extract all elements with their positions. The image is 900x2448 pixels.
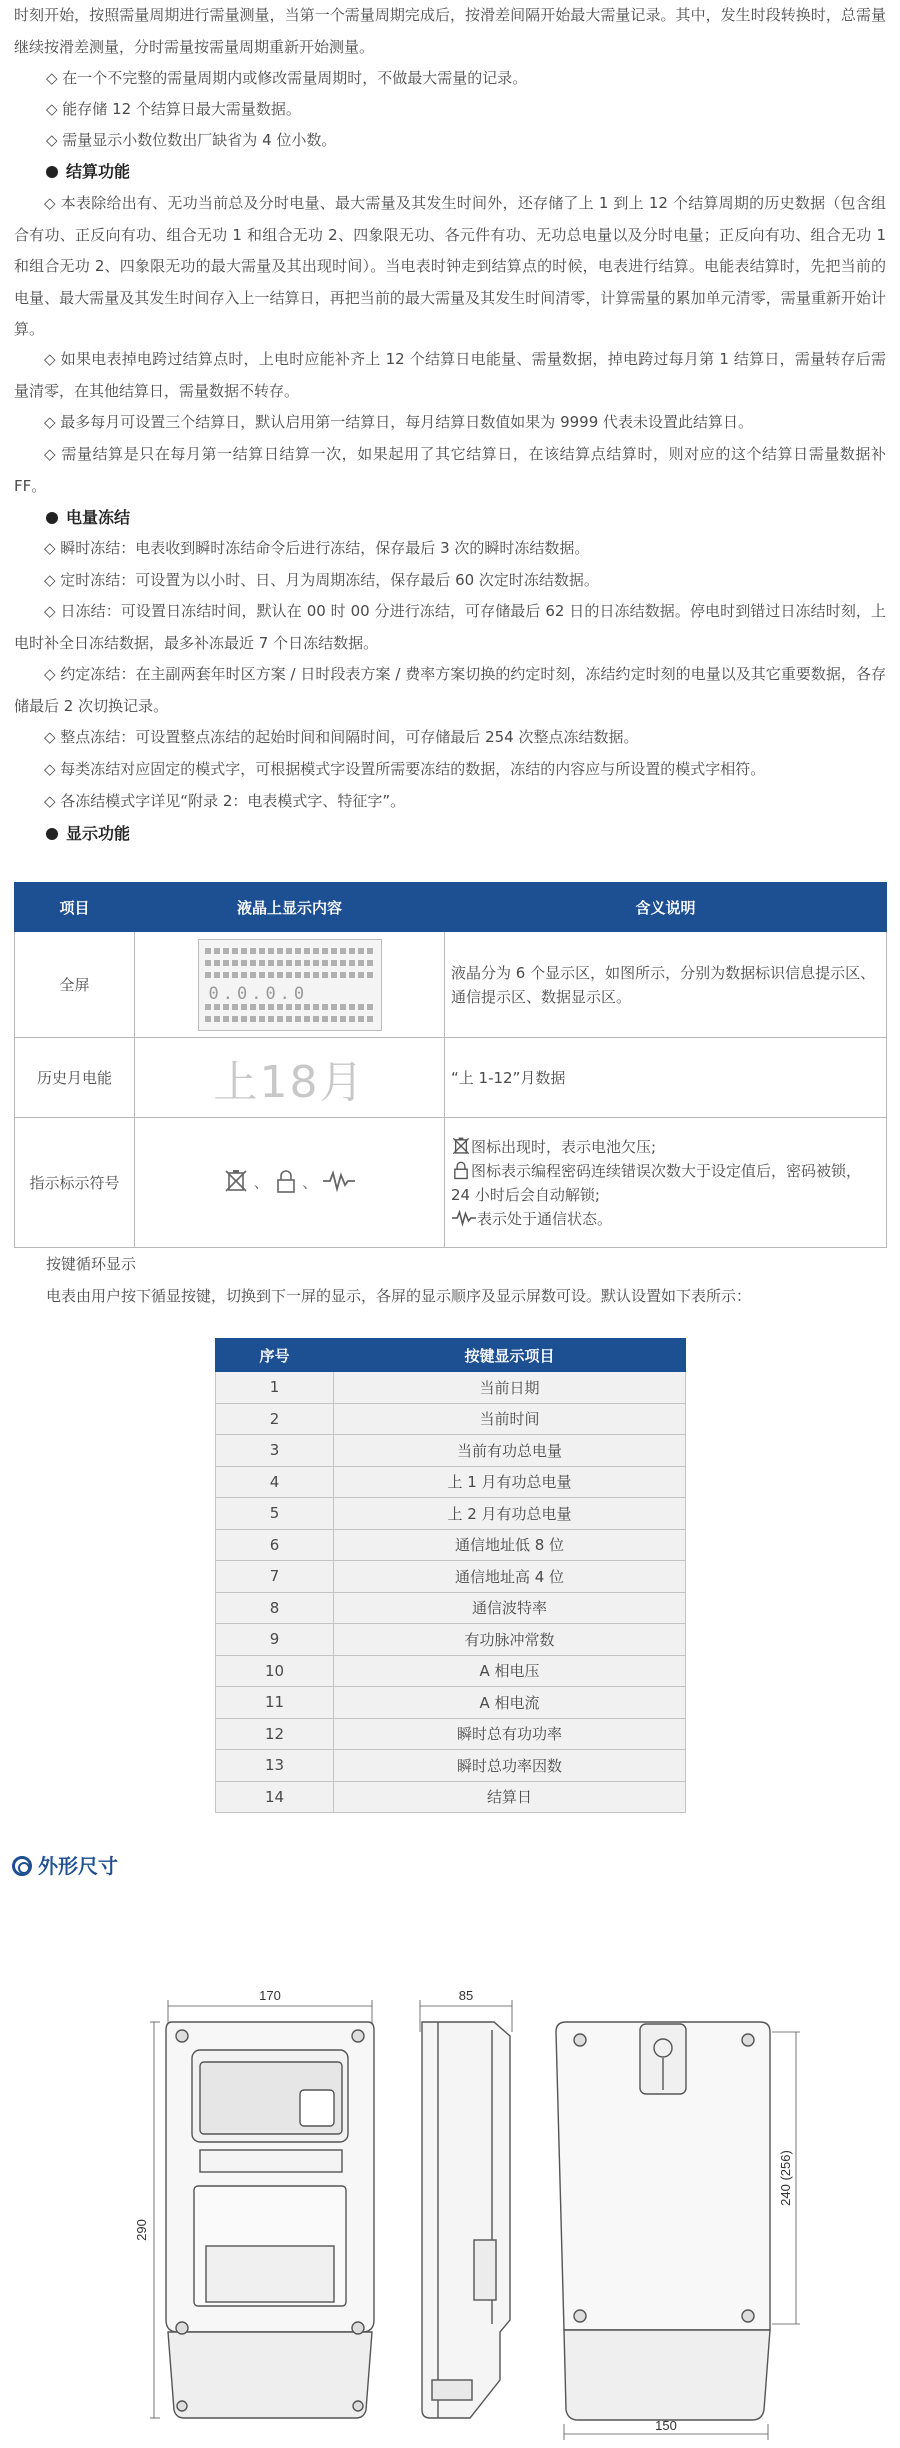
table-row: [216, 1529, 686, 1561]
lcd-full-screen-image: [198, 939, 382, 1031]
table-row: [216, 1372, 686, 1404]
paragraph-hourly-freeze: ◇ 整点冻结：可设置整点冻结的起始时间和间隔时间，可存储最后 254 次整点冻结数据。: [44, 728, 639, 746]
table-row: [216, 1592, 686, 1624]
bullet-icon: [46, 166, 58, 178]
battery-low-icon: [451, 1136, 471, 1156]
row-number: 10: [216, 1655, 334, 1687]
row-number: 5: [216, 1498, 334, 1530]
table-row: [216, 1687, 686, 1719]
paragraph-freeze-appendix: ◇ 各冻结模式字详见“附录 2：电表模式字、特征字”。: [44, 792, 406, 810]
item-indicator-symbols: 指示标示符号: [15, 1118, 135, 1248]
bullet-icon: [46, 512, 58, 524]
description-history-energy: “上 1-12”月数据: [445, 1038, 887, 1118]
row-number: 1: [216, 1372, 334, 1404]
lcd-history-month-image: 上18月: [213, 1056, 366, 1108]
paragraph-settlement-demand: ◇ 需量结算是只在每月第一结算日结算一次，如果起用了其它结算日，在该结算点结算时，则对应的这个结算日需量数据补 FF。: [14, 445, 886, 495]
description-full-screen: 液晶分为 6 个显示区，如图所示，分别为数据标识信息提示区、通信提示区、数据显示区。: [445, 932, 887, 1038]
note-demand-decimals: ◇ 需量显示小数位数出厂缺省为 4 位小数。: [46, 131, 337, 149]
display-item: 通信地址高 4 位: [334, 1561, 686, 1593]
display-function-table: [14, 882, 887, 1248]
table-row: [216, 1466, 686, 1498]
table-header-row: [216, 1339, 686, 1372]
column-header: 按键显示项目: [334, 1339, 686, 1372]
paragraph-timed-freeze: ◇ 定时冻结：可设置为以小时、日、月为周期冻结，保存最后 60 次定时冻结数据。: [44, 571, 599, 589]
row-number: 14: [216, 1781, 334, 1813]
communication-icon: [322, 1169, 356, 1197]
display-item: 瞬时总功率因数: [334, 1750, 686, 1782]
row-number: 12: [216, 1718, 334, 1750]
row-number: 13: [216, 1750, 334, 1782]
row-number: 6: [216, 1529, 334, 1561]
lock-icon: [451, 1160, 471, 1180]
column-header: 项目: [15, 883, 135, 932]
heading-freeze: 电量冻结: [46, 502, 130, 534]
row-number: 2: [216, 1403, 334, 1435]
item-history-energy: 历史月电能: [15, 1038, 135, 1118]
paragraph-instant-freeze: ◇ 瞬时冻结：电表收到瞬时冻结命令后进行冻结，保存最后 3 次的瞬时冻结数据。: [44, 539, 590, 557]
column-header: 液晶上显示内容: [135, 883, 445, 932]
table-row: [216, 1718, 686, 1750]
dimension-width-back: 150: [655, 2418, 677, 2433]
row-number: 3: [216, 1435, 334, 1467]
display-item: 当前日期: [334, 1372, 686, 1404]
key-cycle-intro: 电表由用户按下循显按键，切换到下一屏的显示，各屏的显示顺序及显示屏数可设。默认设置如下表所示：: [46, 1287, 752, 1305]
paragraph-daily-freeze: ◇ 日冻结：可设置日冻结时间，默认在 00 时 00 分进行冻结，可存储最后 62 日的日冻结数据。停电时到错过日冻结时刻，上电时补全日冻结数据，最多补冻最近 7 个日冻结数据。: [14, 602, 886, 652]
table-row: [216, 1561, 686, 1593]
display-item: 结算日: [334, 1781, 686, 1813]
dimension-depth-side: 85: [458, 1988, 474, 2003]
heading-display: 显示功能: [46, 818, 130, 850]
paragraph-agreed-freeze: ◇ 约定冻结：在主副两套年时区方案 / 日时段表方案 / 费率方案切换的约定时刻，冻结约定时刻的电量以及其它重要数据，各存储最后 2 次切换记录。: [14, 665, 886, 715]
table-header-row: [15, 883, 887, 932]
paragraph-settlement-days: ◇ 最多每月可设置三个结算日，默认启用第一结算日，每月结算日数值如果为 9999 代表未设置此结算日。: [44, 413, 754, 431]
column-header: 含义说明: [445, 883, 887, 932]
heading-settlement: 结算功能: [46, 156, 130, 188]
display-item: 当前有功总电量: [334, 1435, 686, 1467]
dimension-height-front: 290: [134, 2219, 149, 2241]
column-header: 序号: [216, 1339, 334, 1372]
key-cycle-table: [215, 1338, 686, 1813]
dimension-width-front: 170: [259, 1988, 281, 2003]
display-item: 上 2 月有功总电量: [334, 1498, 686, 1530]
paragraph-freeze-mode: ◇ 每类冻结对应固定的模式字，可根据模式字设置所需要冻结的数据，冻结的内容应与所设置的模式字相符。: [44, 760, 766, 778]
table-row: [216, 1750, 686, 1782]
paragraph-demand-continued: 时刻开始，按照需量周期进行需量测量，当第一个需量周期完成后，按滑差间隔开始最大需量记录。其中，发生时段转换时，总需量继续按滑差测量，分时需量按需量周期重新开始测量。: [14, 6, 886, 56]
lock-icon: [274, 1168, 298, 1198]
desc-line: 表示处于通信状态。: [451, 1207, 880, 1231]
bullet-icon: [46, 828, 58, 840]
dimension-height-back: 240 (256): [778, 2150, 793, 2206]
side-view: [420, 2000, 512, 2418]
display-item: A 相电压: [334, 1655, 686, 1687]
display-item: 当前时间: [334, 1403, 686, 1435]
row-number: 7: [216, 1561, 334, 1593]
meter-dimension-drawing: [0, 1940, 900, 2448]
display-item: 上 1 月有功总电量: [334, 1466, 686, 1498]
battery-low-icon: [223, 1168, 249, 1198]
paragraph-settlement-power-loss: ◇ 如果电表掉电跨过结算点时，上电时应能补齐上 12 个结算日电能量、需量数据，掉电跨过每月第 1 结算日，需量转存后需量清零，在其他结算日，需量数据不转存。: [14, 350, 886, 400]
communication-icon: [451, 1209, 477, 1227]
row-number: 9: [216, 1624, 334, 1656]
display-item: A 相电流: [334, 1687, 686, 1719]
table-row: [216, 1403, 686, 1435]
table-row: [15, 932, 887, 1038]
display-item: 通信波特率: [334, 1592, 686, 1624]
table-row: [216, 1498, 686, 1530]
display-item: 瞬时总有功功率: [334, 1718, 686, 1750]
table-row: [15, 1038, 887, 1118]
item-full-screen: 全屏: [15, 932, 135, 1038]
note-incomplete-demand: ◇ 在一个不完整的需量周期内或修改需量周期时，不做最大需量的记录。: [46, 69, 528, 87]
row-number: 11: [216, 1687, 334, 1719]
table-row: [216, 1435, 686, 1467]
double-circle-icon: [12, 1856, 32, 1876]
row-number: 4: [216, 1466, 334, 1498]
note-demand-storage: ◇ 能存储 12 个结算日最大需量数据。: [46, 100, 301, 118]
back-view: [556, 2022, 800, 2440]
desc-line: 图标表示编程密码连续错误次数大于设定值后，密码被锁，24 小时后会自动解锁;: [451, 1161, 862, 1204]
display-item: 通信地址低 8 位: [334, 1529, 686, 1561]
paragraph-settlement-history: ◇ 本表除给出有、无功当前总及分时电量、最大需量及其发生时间外，还存储了上 1 到上 12 个结算周期的历史数据（包含组合有功、正反向有功、组合无功 1 和组合无功 2、四象限无功、各元件有功、无功总电量以及分时电量；正反向有功、组合无功 1 和组合无功 2、四象限无功的最大需量及其出现时间）。当电表时钟走到结算点的时候，电表进行结算。电能表结算时，先把当前的电量、最大需量及其发生时间存入上一结算日，再把当前的最大需量及其发生时间清零，计算需量的累加单元清零，需量重新开始计算。: [14, 194, 886, 338]
display-item: 有功脉冲常数: [334, 1624, 686, 1656]
desc-line: 图标出现时，表示电池欠压;: [451, 1135, 880, 1159]
table-row: [216, 1655, 686, 1687]
table-row: 指示标示符号 、 、 图标出现时，表示电池欠压; 图标表示编程密码连续错误次数大于设定值后，密码被锁，24 小时后会自动解锁; 表示处于通信状态。: [15, 1118, 887, 1248]
lcd-segment-digits: 0.0.0.0: [208, 983, 309, 1004]
section-dimensions-title: 外形尺寸: [12, 1850, 118, 1879]
front-view: [150, 2000, 374, 2418]
key-cycle-title: 按键循环显示: [46, 1255, 137, 1273]
row-number: 8: [216, 1592, 334, 1624]
table-row: [216, 1781, 686, 1813]
table-row: [216, 1624, 686, 1656]
